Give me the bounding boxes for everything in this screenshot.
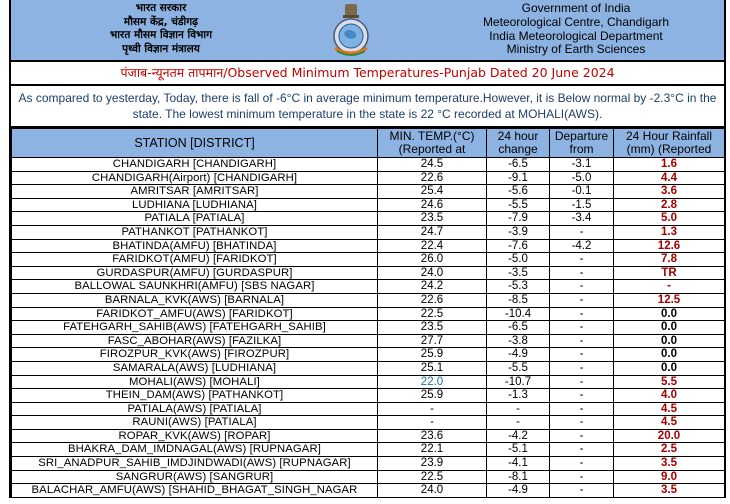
temperature-table xyxy=(11,128,725,498)
header-change-line1: 24 hour xyxy=(497,129,539,143)
cell-departure: -3.4 xyxy=(550,212,614,226)
cell-departure: - xyxy=(550,429,614,443)
cell-change: -8.1 xyxy=(487,470,550,484)
cell-rainfall: 0.0 xyxy=(614,307,725,321)
cell-min-temp: 25.9 xyxy=(378,389,487,403)
table-row xyxy=(12,443,725,457)
cell-departure: - xyxy=(550,266,614,280)
cell-change: -5.0 xyxy=(487,253,550,267)
cell-change: -6.5 xyxy=(487,321,550,335)
cell-rainfall: 2.8 xyxy=(614,198,725,212)
cell-station: BARNALA_KVK(AWS) [BARNALA] xyxy=(12,293,378,307)
summary-text: As compared to yesterday, Today, there is fall of -6°C in average minimum temperature.However, it is Below normal by -2.3°C in the state. The lowest minimum temperature in the state is 22 °C recorded at MOHALI(AWS). xyxy=(11,86,724,128)
cell-min-temp: - xyxy=(378,402,487,416)
table-header-row xyxy=(12,129,725,158)
cell-station: SANGRUR(AWS) [SANGRUR] xyxy=(12,470,378,484)
cell-rainfall: 3.5 xyxy=(614,457,725,471)
cell-station: FASC_ABOHAR(AWS) [FAZILKA] xyxy=(12,334,378,348)
cell-station: FIROZPUR_KVK(AWS) [FIROZPUR] xyxy=(12,348,378,362)
english-line: India Meteorological Department xyxy=(489,28,663,43)
cell-departure: - xyxy=(550,389,614,403)
cell-departure: - xyxy=(550,348,614,362)
cell-change: -6.5 xyxy=(487,158,550,172)
cell-min-temp: 22.6 xyxy=(378,171,487,185)
header-min-temp-line2: (Reported at xyxy=(398,142,466,156)
header-rainfall xyxy=(614,129,725,158)
table-row xyxy=(12,348,725,362)
table-row xyxy=(12,484,725,498)
cell-min-temp: 24.7 xyxy=(378,225,487,239)
cell-min-temp: - xyxy=(378,416,487,430)
cell-min-temp: 24.5 xyxy=(378,158,487,172)
header-rainfall-line2: (mm) (Reported xyxy=(626,142,712,156)
header-departure-line2: from xyxy=(569,142,594,156)
cell-station: FARIDKOT_AMFU(AWS) [FARIDKOT] xyxy=(12,307,378,321)
hindi-line: मौसम केंद्र, चंडीगढ़ xyxy=(123,15,199,28)
cell-rainfall: 5.5 xyxy=(614,375,725,389)
cell-station: FARIDKOT(AMFU) [FARIDKOT] xyxy=(12,253,378,267)
cell-change: -3.8 xyxy=(487,334,550,348)
english-header xyxy=(431,2,721,57)
cell-departure: - xyxy=(550,470,614,484)
cell-departure: - xyxy=(550,307,614,321)
header-station: STATION [DISTRICT] xyxy=(12,129,378,158)
cell-station: LUDHIANA [LUDHIANA] xyxy=(12,198,378,212)
cell-departure: - xyxy=(550,253,614,267)
cell-departure: -3.1 xyxy=(550,158,614,172)
cell-rainfall: 12.5 xyxy=(614,293,725,307)
cell-min-temp: 24.0 xyxy=(378,484,487,498)
table-row xyxy=(12,429,725,443)
cell-min-temp: 22.5 xyxy=(378,470,487,484)
cell-change: -5.5 xyxy=(487,198,550,212)
cell-departure: - xyxy=(550,334,614,348)
cell-departure: -1.5 xyxy=(550,198,614,212)
cell-change: -10.7 xyxy=(487,375,550,389)
report-sheet xyxy=(9,0,726,498)
cell-change: - xyxy=(487,402,550,416)
table-row xyxy=(12,266,725,280)
cell-rainfall: 9.0 xyxy=(614,470,725,484)
cell-min-temp: 23.5 xyxy=(378,212,487,226)
cell-rainfall: 12.6 xyxy=(614,239,725,253)
header-banner xyxy=(11,0,724,62)
cell-rainfall: 1.3 xyxy=(614,225,725,239)
table-row xyxy=(12,321,725,335)
cell-min-temp: 25.9 xyxy=(378,348,487,362)
table-row xyxy=(12,375,725,389)
header-change xyxy=(487,129,550,158)
cell-rainfall: - xyxy=(614,280,725,294)
cell-station: SAMARALA(AWS) [LUDHIANA] xyxy=(12,361,378,375)
cell-station: MOHALI(AWS) [MOHALI] xyxy=(12,375,378,389)
cell-min-temp: 24.6 xyxy=(378,198,487,212)
table-row xyxy=(12,416,725,430)
cell-station: GURDASPUR(AMFU) [GURDASPUR] xyxy=(12,266,378,280)
cell-station: BHAKRA_DAM_IMDNAGAL(AWS) [RUPNAGAR] xyxy=(12,443,378,457)
cell-station: ROPAR_KVK(AWS) [ROPAR] xyxy=(12,429,378,443)
cell-min-temp: 22.5 xyxy=(378,307,487,321)
cell-departure: - xyxy=(550,416,614,430)
header-change-line2: change xyxy=(498,142,538,156)
table-row xyxy=(12,389,725,403)
cell-departure: -4.2 xyxy=(550,239,614,253)
cell-min-temp: 25.4 xyxy=(378,185,487,199)
cell-rainfall: 7.8 xyxy=(614,253,725,267)
table-row xyxy=(12,225,725,239)
cell-rainfall: 4.5 xyxy=(614,402,725,416)
cell-min-temp: 23.9 xyxy=(378,457,487,471)
table-row xyxy=(12,185,725,199)
cell-min-temp: 23.5 xyxy=(378,321,487,335)
cell-rainfall: 20.0 xyxy=(614,429,725,443)
cell-rainfall: 0.0 xyxy=(614,348,725,362)
cell-change: -4.1 xyxy=(487,457,550,471)
cell-change: -4.9 xyxy=(487,484,550,498)
cell-departure: - xyxy=(550,402,614,416)
hindi-line: भारत मौसम विज्ञान विभाग xyxy=(109,29,213,41)
cell-departure: - xyxy=(550,293,614,307)
cell-change: -7.6 xyxy=(487,239,550,253)
cell-station: BHATINDA(AMFU) [BHATINDA] xyxy=(12,239,378,253)
cell-change: -10.4 xyxy=(487,307,550,321)
cell-departure: - xyxy=(550,361,614,375)
table-row xyxy=(12,253,725,267)
table-row xyxy=(12,293,725,307)
table-row xyxy=(12,280,725,294)
cell-min-temp: 24.0 xyxy=(378,266,487,280)
cell-rainfall: 2.5 xyxy=(614,443,725,457)
header-rainfall-line1: 24 Hour Rainfall xyxy=(625,129,713,143)
table-row xyxy=(12,402,725,416)
cell-min-temp: 22.6 xyxy=(378,293,487,307)
cell-station: PATIALA(AWS) [PATIALA] xyxy=(12,402,378,416)
cell-min-temp: 25.1 xyxy=(378,361,487,375)
table-row xyxy=(12,158,725,172)
cell-station: CHANDIGARH [CHANDIGARH] xyxy=(12,158,378,172)
cell-min-temp: 22.1 xyxy=(378,443,487,457)
cell-station: THEIN_DAM(AWS) [PATHANKOT] xyxy=(12,389,378,403)
cell-station: PATHANKOT [PATHANKOT] xyxy=(12,225,378,239)
cell-change: -5.6 xyxy=(487,185,550,199)
cell-rainfall: 0.0 xyxy=(614,321,725,335)
table-row xyxy=(12,470,725,484)
cell-departure: -0.1 xyxy=(550,185,614,199)
cell-change: -7.9 xyxy=(487,212,550,226)
cell-departure: -5.0 xyxy=(550,171,614,185)
cell-departure: - xyxy=(550,443,614,457)
cell-departure: - xyxy=(550,225,614,239)
cell-departure: - xyxy=(550,375,614,389)
cell-min-temp: 22.4 xyxy=(378,239,487,253)
cell-min-temp: 23.6 xyxy=(378,429,487,443)
cell-change: -9.1 xyxy=(487,171,550,185)
cell-change: -4.2 xyxy=(487,429,550,443)
cell-station: BALLOWAL SAUNKHRI(AMFU) [SBS NAGAR] xyxy=(12,280,378,294)
english-line: Government of India xyxy=(521,1,631,15)
cell-rainfall: 0.0 xyxy=(614,361,725,375)
header-departure xyxy=(550,129,614,158)
table-row xyxy=(12,239,725,253)
cell-change: -5.1 xyxy=(487,443,550,457)
english-line: Meteorological Centre, Chandigarh xyxy=(482,14,670,29)
cell-station: CHANDIGARH(Airport) [CHANDIGARH] xyxy=(12,171,378,185)
header-min-temp xyxy=(378,129,487,158)
cell-change: -4.9 xyxy=(487,348,550,362)
cell-rainfall: TR xyxy=(614,266,725,280)
cell-rainfall: 3.5 xyxy=(614,484,725,498)
cell-rainfall: 5.0 xyxy=(614,212,725,226)
report-title: पंजाब-न्यूनतम तापमान/Observed Minimum Temperatures-Punjab Dated 20 June 2024 xyxy=(11,62,724,86)
table-body xyxy=(12,158,725,498)
cell-departure: - xyxy=(550,484,614,498)
cell-rainfall: 4.0 xyxy=(614,389,725,403)
cell-rainfall: 4.5 xyxy=(614,416,725,430)
imd-emblem-icon xyxy=(323,2,379,58)
cell-rainfall: 1.6 xyxy=(614,158,725,172)
cell-min-temp: 26.0 xyxy=(378,253,487,267)
cell-change: -8.5 xyxy=(487,293,550,307)
table-row xyxy=(12,198,725,212)
cell-rainfall: 3.6 xyxy=(614,185,725,199)
hindi-header xyxy=(11,2,311,56)
header-departure-line1: Departure xyxy=(554,129,609,143)
cell-change: -1.3 xyxy=(487,389,550,403)
cell-min-temp: 24.2 xyxy=(378,280,487,294)
header-min-temp-line1: MIN. TEMP.(°C) xyxy=(389,129,475,143)
cell-station: RAUNI(AWS) [PATIALA] xyxy=(12,416,378,430)
table-row xyxy=(12,457,725,471)
table-row xyxy=(12,171,725,185)
cell-rainfall: 4.4 xyxy=(614,171,725,185)
cell-change: -5.3 xyxy=(487,280,550,294)
cell-departure: - xyxy=(550,280,614,294)
cell-station: SRI_ANADPUR_SAHIB_IMDJINDWADI(AWS) [RUPNAGAR] xyxy=(12,457,378,471)
table-row xyxy=(12,361,725,375)
cell-departure: - xyxy=(550,321,614,335)
table-row xyxy=(12,307,725,321)
cell-change: -5.5 xyxy=(487,361,550,375)
table-row xyxy=(12,212,725,226)
cell-station: BALACHAR_AMFU(AWS) [SHAHID_BHAGAT_SINGH_NAGAR xyxy=(12,484,378,498)
cell-min-temp: 27.7 xyxy=(378,334,487,348)
hindi-line: पृथ्वी विज्ञान मंत्रालय xyxy=(122,42,200,55)
cell-change: -3.5 xyxy=(487,266,550,280)
cell-departure: - xyxy=(550,457,614,471)
english-line: Ministry of Earth Sciences xyxy=(506,42,646,57)
cell-station: FATEHGARH_SAHIB(AWS) [FATEHGARH_SAHIB] xyxy=(12,321,378,335)
cell-rainfall: 0.0 xyxy=(614,334,725,348)
cell-station: AMRITSAR [AMRITSAR] xyxy=(12,185,378,199)
table-row xyxy=(12,334,725,348)
cell-station: PATIALA [PATIALA] xyxy=(12,212,378,226)
hindi-line: भारत सरकार xyxy=(135,2,187,14)
cell-change: -3.9 xyxy=(487,225,550,239)
cell-change: - xyxy=(487,416,550,430)
cell-min-temp: 22.0 xyxy=(378,375,487,389)
